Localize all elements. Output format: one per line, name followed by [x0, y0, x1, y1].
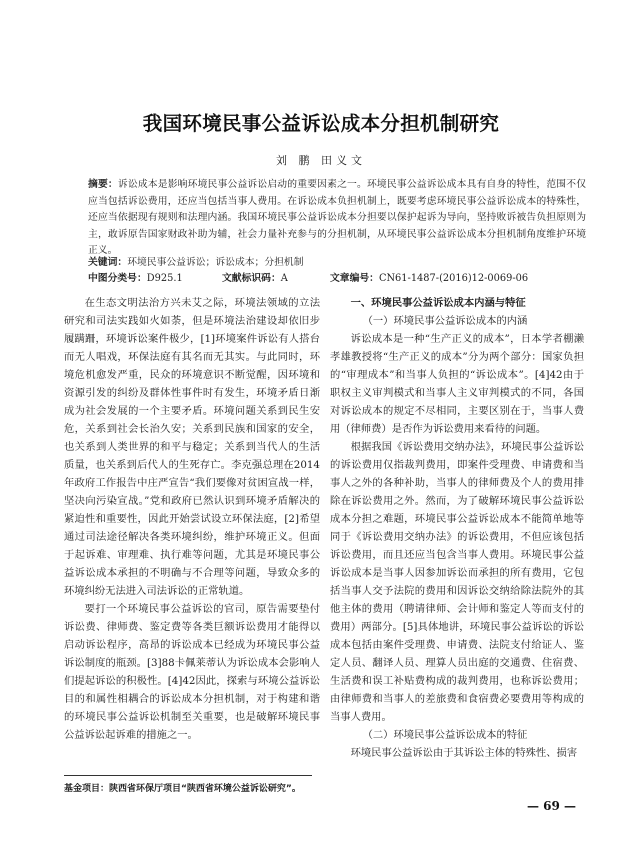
funding-footnote: 基金项目：陕西省环保厅项目“陕西省环境公益诉讼研究”。	[64, 784, 301, 794]
body-paragraph: 在生态文明法治方兴未艾之际，环境法领域的立法研究和司法实践如火如荼，但是环境法治建设却依旧步履蹒跚，环境诉讼案件极少，[1]环境案件诉讼有人搭台而无人唱戏，环保法庭有其名而无其实。与此同时，环境危机愈发严重，民众的环境意识不断觉醒，因环境和资源引发的纠纷及群体性事件时有发生，环境矛盾日渐成为社会发展的一个主要矛盾。环境问题关系到民生安危，关系到社会长治久安；关系到民族和国家的安全，也关系到人类世界的和平与稳定；关系到当代人的生活质量，也关系到后代人的生死存亡。李克强总理在2014年政府工作报告中庄严宣告“我们要像对贫困宣战一样，坚决向污染宣战。”党和政府已然认识到环境矛盾解决的紧迫性和重要性，因此开始尝试设立环保法庭，[2]希望通过司法途径解决各类环境纠纷，维护环境正义。但面于起诉难、审理难、执行难等问题，尤其是环境民事公益诉讼成本承担的不明确与不合理等问题，导致众多的环境纠纷无法进入司法诉讼的正常轨道。	[64, 297, 320, 597]
footnote-divider	[64, 775, 312, 776]
clc-value: D925.1	[146, 273, 183, 284]
section-heading-1: 一、环境民事公益诉讼成本内涵与特征	[350, 297, 526, 309]
abstract	[64, 177, 586, 260]
paper-title: 我国环境民事公益诉讼成本分担机制研究	[142, 112, 500, 135]
body-paragraph: 环境民事公益诉讼由于其诉讼主体的特殊性、损害	[350, 747, 578, 759]
subsection-heading-2: （二）环境民事公益诉讼成本的特征	[362, 729, 528, 741]
body-paragraph: 要打一个环境民事公益诉讼的官司，原告需要垫付诉讼费、律师费、鉴定费等各类巨额诉讼费用才能得以启动诉讼程序，高昂的诉讼成本已经成为环境民事公益诉讼制度的瓶颈。[3]88卡佩莱蒂认为诉讼成本会影响人们提起诉讼的积极性。[4]42因此，探索与环境公益诉讼目的和属性相耦合的诉讼成本分担机制，对于构建和谐的环境民事公益诉讼机制至关重要，也是破解环境民事公益诉讼起诉难的措施之一。	[64, 603, 320, 741]
abstract-text: 诉讼成本是影响环境民事公益诉讼启动的重要因素之一。环境民事公益诉讼成本具有自身的特性，范围不仅应当包括诉讼费用，还应当包括当事人费用。在诉讼成本负担机制上，既要考虑环境民事公益诉讼成本的特殊性，还应当依据现有规则和法理内涵。我国环境民事公益诉讼成本分担要以保护起诉为导向，坚持败诉被告负担原则为主，敢诉原告国家财政补助为辅，社会力量补充参与的分担机制，从环境民事公益诉讼成本分担机制角度维护环境正义。	[88, 179, 586, 257]
doc-value: A	[280, 273, 288, 284]
article-number	[330, 270, 528, 284]
body-paragraph: 根据我国《诉讼费用交纳办法》，环境民事公益诉讼的诉讼费用仅指裁判费用，即案件受理费、申请费和当事人之外的各种补助，当事人的律师费及个人的费用排除在诉讼费用之外。然而，为了破解环境民事公益诉讼成本分担之难题，环境民事公益诉讼成本不能简单地等同于《诉讼费用交纳办法》的诉讼费用，不但应该包括诉讼费用，而且还应当包含当事人费用。环境民事公益诉讼成本是当事人因参加诉讼而承担的所有费用，它包括当事人交予法院的费用和因诉讼交纳给除法院外的其他主体的费用（聘请律师、会计师和鉴定人等而支付的费用）两部分。[5]具体地讲，环境民事公益诉讼的诉讼成本包括由案件受理费、申请费、法院支付给证人、鉴定人员、翻译人员、理算人员出庭的交通费、住宿费、生活费和误工补贴费构成的裁判费用，也称诉讼费用；由律师费和当事人的差旅费和食宿费必要费用等构成的当事人费用。	[330, 441, 584, 723]
clc-number	[88, 270, 183, 284]
keywords	[88, 254, 304, 268]
authors: 刘 鹏 田义文	[276, 154, 366, 167]
doc-label: 文献标识码：	[222, 273, 281, 284]
right-column	[330, 294, 584, 762]
body-paragraph: 诉讼成本是一种“生产正义的成本”，日本学者棚濑孝雄教授将“生产正义的成本”分为两个部分：国家负担的“审理成本”和当事人负担的“诉讼成本”。[4]42由于职权主义审判模式和当事人主义审判模式的不同，各国对诉讼成本的规定不尽相同，主要区别在于，当事人费用（律师费）是否作为诉讼费用来看待的问题。	[330, 333, 584, 435]
keywords-text: 环境民事公益诉讼；诉讼成本；分担机制	[127, 257, 304, 268]
clc-label: 中图分类号：	[88, 273, 147, 284]
document-code	[222, 270, 288, 284]
left-column	[64, 294, 320, 744]
subsection-heading-1: （一）环境民事公益诉讼成本的内涵	[362, 315, 528, 327]
abstract-label: 摘要：	[88, 179, 118, 190]
article-label: 文章编号：	[330, 273, 379, 284]
page-number: — 69 —	[526, 799, 576, 813]
keywords-label: 关键词：	[88, 257, 128, 268]
article-value: CN61-1487-(2016)12-0069-06	[378, 273, 529, 284]
